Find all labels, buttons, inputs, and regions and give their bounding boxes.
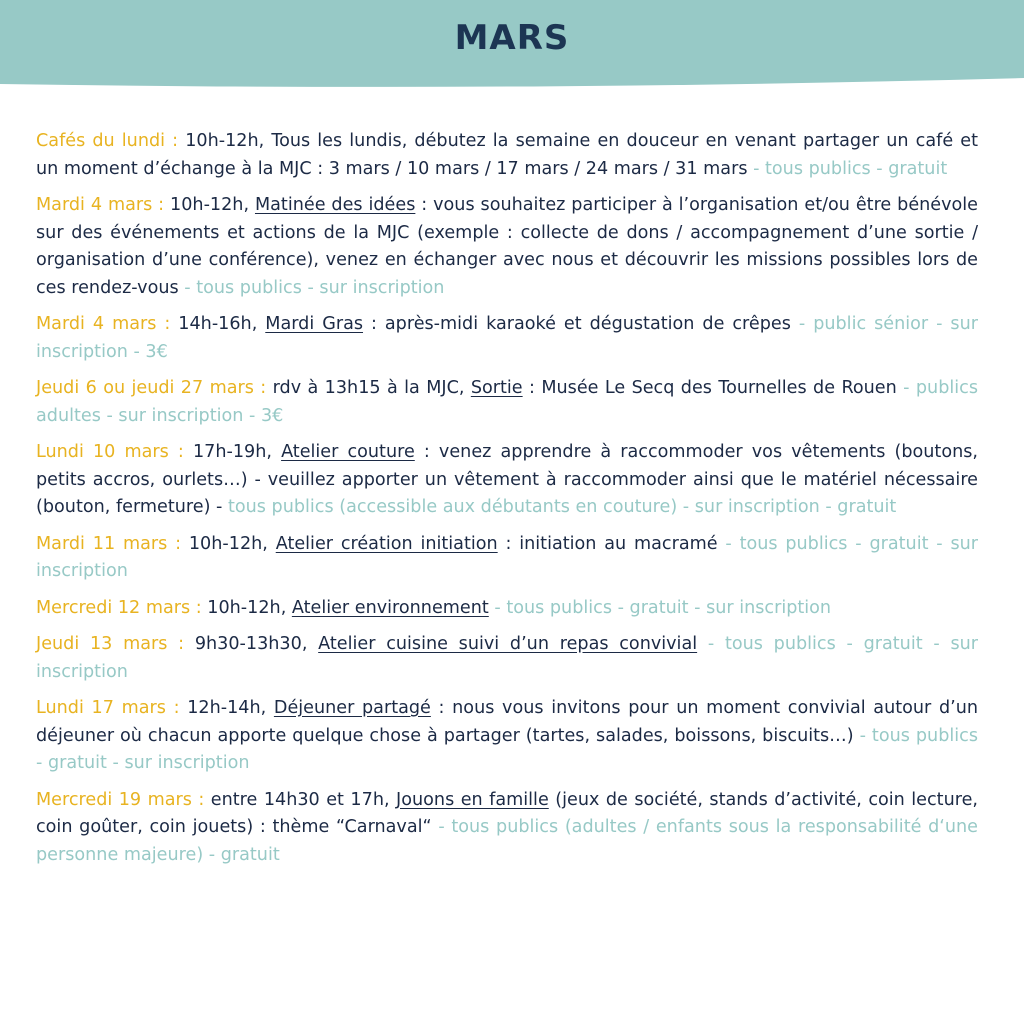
header-banner xyxy=(0,0,1024,90)
event-date: Lundi 10 mars : xyxy=(36,442,184,462)
event-title: Matinée des idées xyxy=(254,195,416,215)
event-info: - tous publics - sur inscription xyxy=(178,277,445,298)
event-item xyxy=(36,192,978,302)
event-description: : vous souhaitez participer à l’organisation et/ou être bénévole sur des événements et actions de la MJC (exemple : collecte de dons / accompagnement d’une sortie / organisation d’une conférence), venez en échanger avec nous et découvrir les missions possibles lors de ces rendez-vous xyxy=(36,195,979,298)
event-item xyxy=(36,787,978,870)
events-list xyxy=(36,128,978,878)
event-date: Mercredi 12 mars : xyxy=(36,597,202,618)
event-description: : nous vous invitons pour un moment convivial autour d’un déjeuner où chacun apporte quelque chose à partager (tartes, salades, boissons, biscuits…) xyxy=(36,698,979,746)
event-title: Atelier environnement xyxy=(291,597,489,618)
event-title: Sortie xyxy=(470,378,523,398)
event-item xyxy=(36,695,978,778)
event-title: Jouons en famille xyxy=(396,789,549,810)
event-info: - tous publics - gratuit xyxy=(747,158,948,179)
event-date: Mardi 11 mars : xyxy=(36,533,182,554)
event-details: 14h-16h, xyxy=(170,314,266,334)
event-date: Mercredi 19 mars : xyxy=(36,789,205,810)
event-details: 10h-12h, xyxy=(181,533,276,554)
event-info: - tous publics - gratuit - sur inscription xyxy=(36,634,979,682)
event-info: - tous publics (adultes / enfants sous la responsabilité d‘une personne majeure) - gratuit xyxy=(36,817,978,865)
event-details: 17h-19h, xyxy=(183,442,282,462)
event-description: (jeux de société, stands d’activité, coin lecture, coin goûter, coin jouets) : thème “Carnaval“ xyxy=(36,789,978,837)
event-title: Atelier cuisine suivi d’un repas convivial xyxy=(318,634,698,654)
event-details: 10h-12h, xyxy=(164,195,255,215)
event-date: Cafés du lundi : xyxy=(36,131,179,151)
event-title: Atelier couture xyxy=(281,442,415,462)
page-title: MARS xyxy=(454,18,570,58)
event-details: rdv à 13h15 à la MJC, xyxy=(266,378,471,398)
event-info: - tous publics - gratuit - sur inscription xyxy=(36,725,978,773)
event-item xyxy=(36,311,978,366)
event-info: - tous publics - gratuit - sur inscription xyxy=(36,533,979,581)
event-title: Atelier création initiation xyxy=(275,533,498,554)
event-item xyxy=(36,375,978,430)
event-date: Jeudi 13 mars : xyxy=(36,634,185,654)
event-item xyxy=(36,439,978,522)
event-info: - tous publics - gratuit - sur inscription xyxy=(488,597,832,618)
event-description: : initiation au macramé xyxy=(497,533,718,554)
event-details: 12h-14h, xyxy=(179,698,274,718)
event-info: tous publics (accessible aux débutants en couture) - sur inscription - gratuit xyxy=(222,497,897,517)
event-item xyxy=(36,128,978,183)
event-details: 10h-12h, Tous les lundis, débutez la semaine en douceur en venant partager un café et un moment d’échange à la MJC : 3 mars / 10 mars / 17 mars / 24 mars / 31 mars xyxy=(36,131,978,179)
event-date: Mardi 4 mars : xyxy=(36,195,165,215)
event-info: - public sénior - sur inscription - 3€ xyxy=(36,314,978,362)
event-item xyxy=(36,631,978,686)
event-description: : venez apprendre à raccommoder vos vêtements (boutons, petits accros, ourlets…) - veuillez apporter un vêtement à raccommoder ainsi que le matériel nécessaire (bouton, fermeture) - xyxy=(36,442,978,517)
event-title: Mardi Gras xyxy=(265,314,364,334)
event-item xyxy=(36,531,978,586)
event-details: entre 14h30 et 17h, xyxy=(204,789,397,810)
event-info: - publics adultes - sur inscription - 3€ xyxy=(36,378,978,426)
event-details: 10h-12h, xyxy=(201,597,292,618)
event-item xyxy=(36,595,978,623)
event-description: : après-midi karaoké et dégustation de crêpes xyxy=(363,314,791,334)
event-description: : Musée Le Secq des Tournelles de Rouen xyxy=(522,378,897,398)
event-date: Jeudi 6 ou jeudi 27 mars : xyxy=(36,378,267,398)
event-title: Déjeuner partagé xyxy=(273,698,431,718)
event-date: Mardi 4 mars : xyxy=(36,314,171,334)
event-details: 9h30-13h30, xyxy=(184,634,319,654)
event-date: Lundi 17 mars : xyxy=(36,698,180,718)
